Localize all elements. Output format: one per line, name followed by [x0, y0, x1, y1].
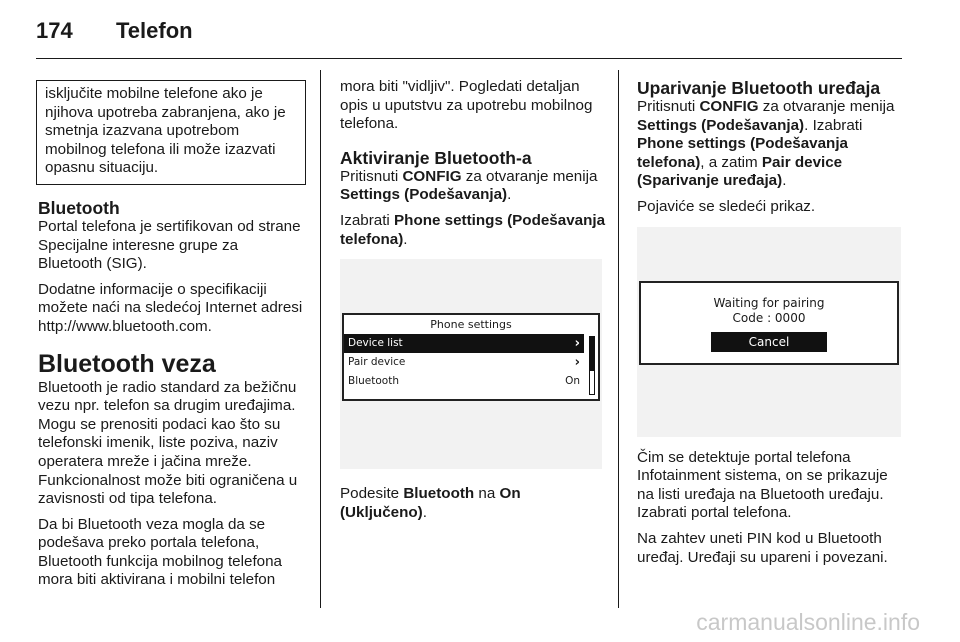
- scrollbar: [589, 336, 595, 395]
- pairing-code: Code : 0000: [732, 310, 806, 325]
- paragraph: Čim se detektuje portal telefona Infotainment sistema, on se prikazuje na listi uređaja na Bluetooth uređaju. Izabrati portal telefona.: [637, 448, 888, 522]
- page-header: [36, 18, 193, 44]
- section-heading: Bluetooth veza: [38, 349, 216, 378]
- menu-item-bluetooth: Bluetooth On: [344, 372, 584, 391]
- chevron-right-icon: ›: [574, 336, 580, 352]
- paragraph: mora biti "vidljiv". Pogledati detaljan opis u uputstvu za upotrebu mobilnog telefona.: [340, 78, 593, 133]
- page-number: 174: [36, 18, 73, 43]
- watermark: carmanualsonline.info: [696, 609, 920, 635]
- paragraph: Pojaviće se sledeći prikaz.: [637, 197, 816, 215]
- paragraph: Dodatne informacije o specifikaciji možete naći na sledećoj Internet adresi http://www.bluetooth.com.: [38, 280, 303, 335]
- paragraph: Na zahtev uneti PIN kod u Bluetooth uređaj. Uređaji su upareni i povezani.: [637, 529, 888, 566]
- paragraph: Portal telefona je sertifikovan od strane Specijalne interesne grupe za Bluetooth (SIG).: [38, 217, 301, 273]
- cancel-button: Cancel: [711, 332, 827, 352]
- pairing-image: [637, 227, 901, 437]
- phone-settings-screen: [342, 313, 600, 401]
- paragraph: Bluetooth je radio standard za bežičnu vezu npr. telefon sa drugim uređajima. Mogu se prenositi podaci kao što su telefonski imenik, liste poziva, naziv operatera mreže i jačina mreže. Funkcionalnost može biti ograničena u zavisnosti od tipa telefona.: [38, 378, 298, 508]
- menu-item-device-list: Device list ›: [344, 334, 584, 353]
- column-2: [340, 78, 608, 529]
- pairing-status: Waiting for pairing: [713, 295, 825, 310]
- pairing-screen: [639, 281, 899, 365]
- paragraph: Pritisnuti CONFIG za otvaranje menija Settings (Podešavanja). Izabrati Phone settings (Podešavanja telefona), a zatim Pair device (Sparivanje uređaja).: [637, 98, 895, 190]
- bluetooth-value: On: [565, 375, 580, 388]
- column-divider-2: [618, 70, 619, 608]
- section-heading: Aktiviranje Bluetooth-a: [340, 147, 532, 168]
- paragraph: Pritisnuti CONFIG za otvaranje menija Settings (Podešavanja).: [340, 167, 598, 204]
- column-3: [637, 78, 905, 574]
- note-box: [36, 80, 306, 185]
- chevron-right-icon: ›: [574, 355, 580, 371]
- column-1: [38, 80, 306, 597]
- section-heading: Uparivanje Bluetooth uređaja: [637, 78, 881, 98]
- page-title: Telefon: [116, 18, 193, 43]
- bluetooth-heading: Bluetooth: [38, 197, 120, 218]
- paragraph: Podesite Bluetooth na On (Uključeno).: [340, 485, 521, 521]
- paragraph: Izabrati Phone settings (Podešavanja telefona).: [340, 211, 606, 248]
- header-rule: [36, 58, 902, 59]
- paragraph: Da bi Bluetooth veza mogla da se podešava preko portala telefona, Bluetooth funkcija mobilnog telefona mora biti aktivirana i mobilni telefon: [38, 515, 283, 589]
- column-divider-1: [320, 70, 321, 608]
- menu-item-pair-device: Pair device ›: [348, 355, 580, 371]
- phone-settings-image: [340, 259, 602, 469]
- note-text: isključite mobilne telefone ako je njihova upotreba zabranjena, ako je smetnja izazvana upotrebom mobilnog telefona ili može izazvati opasnu situaciju.: [45, 85, 286, 177]
- screen-title: Phone settings: [430, 318, 512, 332]
